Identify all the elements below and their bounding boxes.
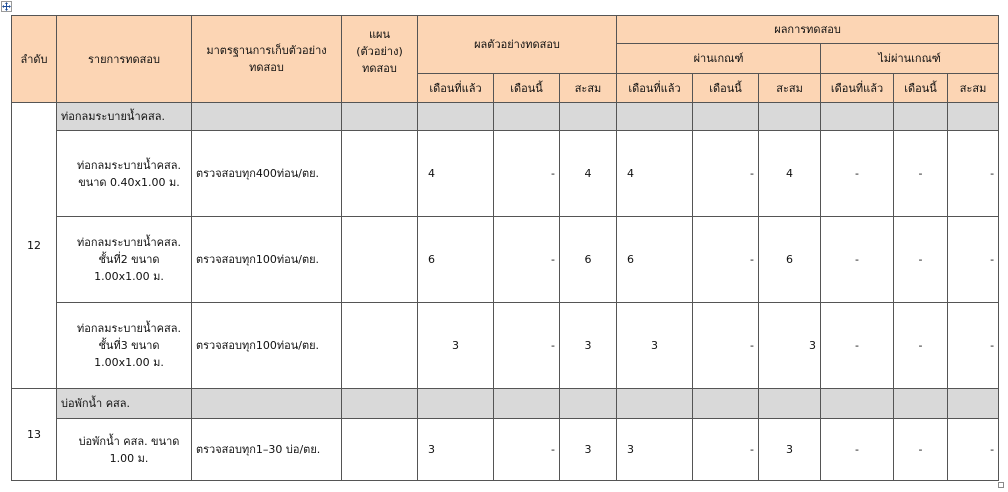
value-cell: -: [693, 131, 759, 217]
standard-cell: ตรวจสอบทุก100ท่อน/ตย.: [192, 303, 342, 389]
header-fail-cumulative: สะสม: [948, 74, 999, 103]
header-sample-last-month: เดือนที่แล้ว: [418, 74, 494, 103]
value-cell: -: [894, 217, 948, 303]
header-pass: ผ่านเกณฑ์: [617, 44, 821, 74]
plan-cell: [342, 131, 418, 217]
value-cell: 3: [617, 303, 693, 389]
table-row: [12, 131, 999, 217]
value-cell: -: [948, 217, 999, 303]
plan-cell: [342, 303, 418, 389]
value-cell: -: [693, 217, 759, 303]
table-row: [12, 389, 999, 419]
value-cell: 3: [560, 419, 617, 481]
header-standard: มาตรฐานการเก็บตัวอย่างทดสอบ: [192, 16, 342, 103]
value-cell: 4: [759, 131, 821, 217]
header-seq: ลำดับ: [12, 16, 57, 103]
seq-cell: 12: [12, 103, 57, 389]
table-row: [12, 419, 999, 481]
table-row: [12, 103, 999, 131]
value-cell: -: [494, 303, 560, 389]
header-sample-this-month: เดือนนี้: [494, 74, 560, 103]
value-cell: -: [693, 419, 759, 481]
value-cell: 6: [617, 217, 693, 303]
header-item: รายการทดสอบ: [57, 16, 192, 103]
value-cell: 3: [759, 303, 821, 389]
group-title: ท่อกลมระบายน้ำคสล.: [57, 103, 192, 131]
table-row: [12, 217, 999, 303]
header-test-results: ผลการทดสอบ: [617, 16, 999, 44]
value-cell: -: [494, 217, 560, 303]
value-cell: 3: [418, 419, 494, 481]
value-cell: -: [894, 303, 948, 389]
value-cell: -: [821, 131, 894, 217]
value-cell: -: [948, 131, 999, 217]
seq-cell: 13: [12, 389, 57, 481]
value-cell: 4: [418, 131, 494, 217]
value-cell: -: [494, 131, 560, 217]
value-cell: -: [821, 419, 894, 481]
value-cell: 3: [418, 303, 494, 389]
header-sample-cumulative: สะสม: [560, 74, 617, 103]
table-row: [12, 303, 999, 389]
value-cell: 3: [617, 419, 693, 481]
group-title: บ่อพักน้ำ คสล.: [57, 389, 192, 419]
value-cell: 6: [759, 217, 821, 303]
value-cell: -: [948, 303, 999, 389]
standard-cell: ตรวจสอบทุก100ท่อน/ตย.: [192, 217, 342, 303]
table-move-handle-icon[interactable]: [1, 1, 12, 12]
header-sample-results: ผลตัวอย่างทดสอบ: [418, 16, 617, 74]
item-cell: ท่อกลมระบายน้ำคสล. ชั้นที่2 ขนาด 1.00x1.00 ม.: [57, 217, 192, 303]
plan-cell: [342, 419, 418, 481]
header-pass-this-month: เดือนนี้: [693, 74, 759, 103]
value-cell: -: [821, 217, 894, 303]
standard-cell: ตรวจสอบทุก1–30 บ่อ/ตย.: [192, 419, 342, 481]
value-cell: 4: [617, 131, 693, 217]
header-fail-this-month: เดือนนี้: [894, 74, 948, 103]
test-results-table: [11, 15, 999, 481]
header-fail-last-month: เดือนที่แล้ว: [821, 74, 894, 103]
value-cell: -: [894, 419, 948, 481]
header-fail: ไม่ผ่านเกณฑ์: [821, 44, 999, 74]
header-plan: แผน (ตัวอย่าง) ทดสอบ: [342, 16, 418, 103]
table-resize-handle[interactable]: [998, 482, 1004, 488]
value-cell: 6: [560, 217, 617, 303]
value-cell: 6: [418, 217, 494, 303]
item-cell: ท่อกลมระบายน้ำคสล. ชั้นที่3 ขนาด 1.00x1.00 ม.: [57, 303, 192, 389]
header-pass-cumulative: สะสม: [759, 74, 821, 103]
item-cell: ท่อกลมระบายน้ำคสล. ขนาด 0.40x1.00 ม.: [57, 131, 192, 217]
value-cell: -: [894, 131, 948, 217]
value-cell: 4: [560, 131, 617, 217]
plan-cell: [342, 217, 418, 303]
value-cell: -: [494, 419, 560, 481]
value-cell: -: [948, 419, 999, 481]
standard-cell: ตรวจสอบทุก400ท่อน/ตย.: [192, 131, 342, 217]
value-cell: 3: [759, 419, 821, 481]
item-cell: บ่อพักน้ำ คสล. ขนาด 1.00 ม.: [57, 419, 192, 481]
value-cell: -: [821, 303, 894, 389]
value-cell: -: [693, 303, 759, 389]
value-cell: 3: [560, 303, 617, 389]
header-pass-last-month: เดือนที่แล้ว: [617, 74, 693, 103]
